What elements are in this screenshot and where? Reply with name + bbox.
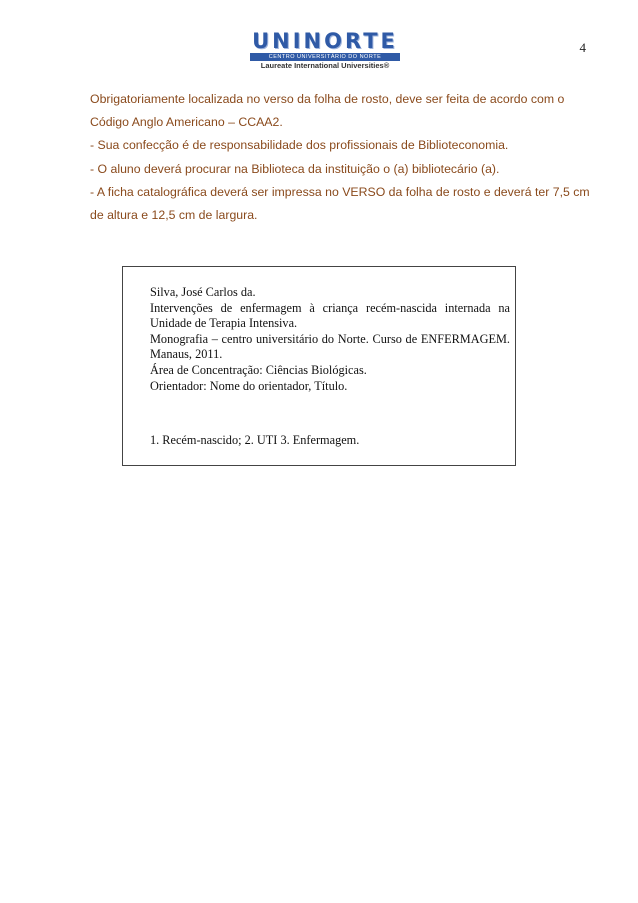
catalog-card-body bbox=[150, 285, 510, 394]
instruction-paragraph: - Sua confecção é de responsabilidade dos profissionais de Biblioteconomia. bbox=[90, 138, 509, 153]
card-title: Intervenções de enfermagem à criança recém-nascida internada na Unidade de Terapia Intensiva. bbox=[150, 300, 510, 331]
instruction-paragraph: - O aluno deverá procurar na Biblioteca da instituição o (a) bibliotecário (a). bbox=[90, 161, 500, 176]
logo-subtitle: CENTRO UNIVERSITÁRIO DO NORTE bbox=[250, 53, 400, 61]
card-area: Área de Concentração: Ciências Biológicas. bbox=[150, 362, 367, 377]
logo-tagline: Laureate International Universities® bbox=[260, 61, 390, 70]
catalog-card bbox=[122, 266, 516, 466]
card-subjects: 1. Recém-nascido; 2. UTI 3. Enfermagem. bbox=[150, 433, 360, 447]
uninorte-logo bbox=[242, 30, 408, 74]
page-number: 4 bbox=[579, 40, 586, 55]
card-author: Silva, José Carlos da. bbox=[150, 285, 256, 299]
card-monograph: Monografia – centro universitário do Norte. Curso de ENFERMAGEM. Manaus, 2011. bbox=[150, 331, 510, 362]
instruction-paragraph: Obrigatoriamente localizada no verso da folha de rosto, deve ser feita de acordo com o Código Anglo Americano – CCAA2. bbox=[90, 92, 565, 130]
instruction-paragraph: - A ficha catalográfica deverá ser impressa no VERSO da folha de rosto e deverá ter 7,5 cm de altura e 12,5 cm de largura. bbox=[90, 184, 590, 223]
instructions-text bbox=[90, 88, 590, 227]
card-advisor: Orientador: Nome do orientador, Título. bbox=[150, 378, 348, 393]
logo-wordmark: UNINORTE bbox=[252, 29, 398, 53]
